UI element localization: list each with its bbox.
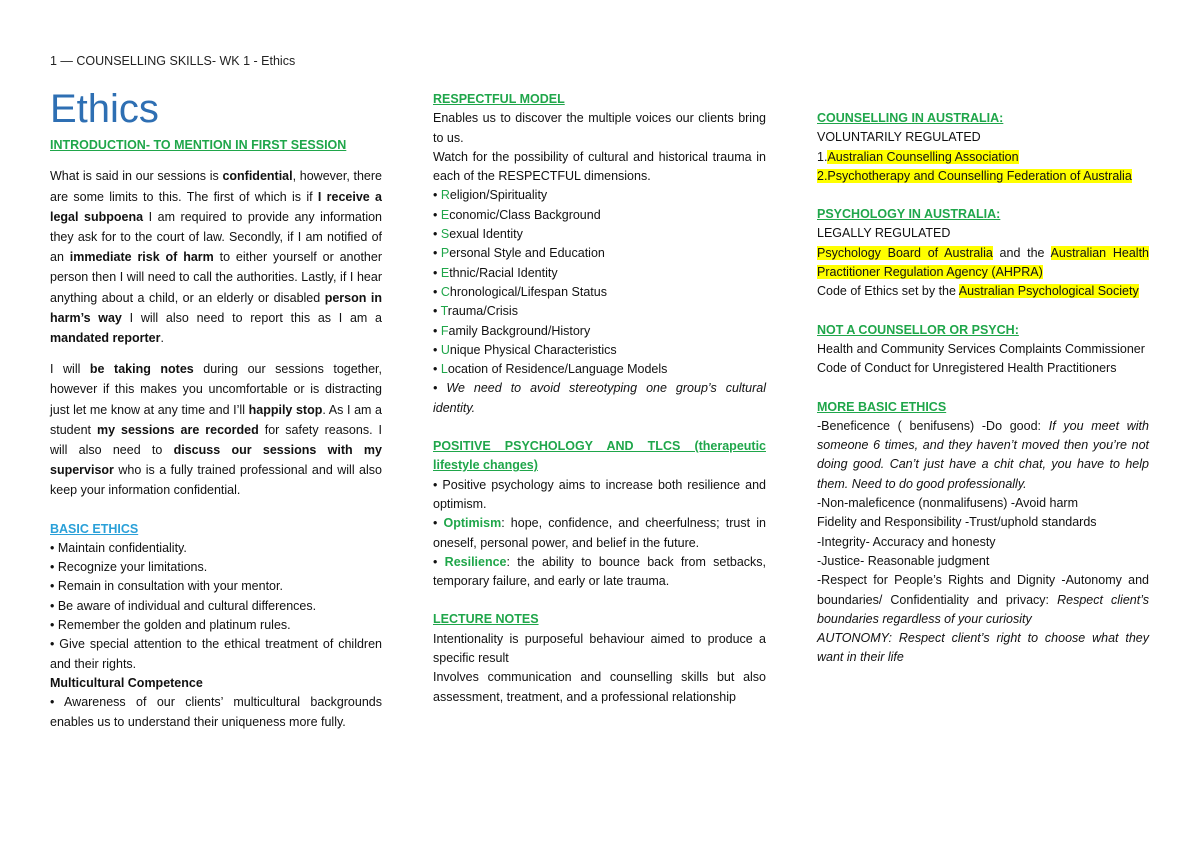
item-text: ersonal Style and Education: [449, 246, 605, 261]
list-item: [433, 341, 766, 360]
list-item: [433, 283, 766, 302]
highlighted-text: Psychology Board of Australia: [817, 245, 993, 260]
text-run: What is said in our sessions is: [50, 169, 223, 184]
text-run-bold: I receive a legal subpoena: [50, 189, 382, 224]
list-item: • Give special attention to the ethical treatment of children and their rights.: [50, 637, 382, 671]
list-item: [433, 302, 766, 321]
text-run-bold: happily stop: [248, 402, 323, 417]
positive-text: • Positive psychology aims to increase both resilience and optimism.: [433, 477, 766, 511]
list-item: [433, 186, 766, 205]
text-run: I am required to provide any information they ask for to the court of law. Secondly, if I am notified of an: [50, 209, 383, 265]
text-run: -Respect for People’s Rights and Dignity -Autonomy and boundaries/ Confidentiality and privacy:: [817, 573, 1149, 607]
list-item: • Remain in consultation with your mentor.: [50, 579, 283, 594]
basic-ethics-heading: BASIC ETHICS: [50, 521, 139, 536]
not-counsellor-text-2: Code of Conduct for Unregistered Health Practitioners: [817, 361, 1117, 376]
acronym-letter: U: [440, 342, 450, 357]
text-run-italic: If you meet with someone 6 times, and they haven’t moved then you’re not doing good. Can’t just have a chit chat, you have to help them. Need to do good professionally.: [817, 418, 1149, 491]
resilience-text: • Resilience: the ability to bounce back from setbacks, temporary failure, and early or late trauma.: [433, 554, 766, 589]
acronym-letter: R: [440, 188, 450, 203]
text-run-bold: person in harm’s way: [50, 290, 382, 325]
text-run: and the: [992, 245, 1051, 260]
item-number: 1.: [817, 149, 828, 164]
item-text: amily Background/History: [448, 323, 591, 338]
multicultural-heading: Multicultural Competence: [50, 675, 203, 690]
acronym-letter: F: [440, 323, 449, 338]
respectful-heading: RESPECTFUL MODEL: [433, 92, 565, 106]
list-item: [433, 264, 766, 283]
item-text: thnic/Racial Identity: [449, 265, 558, 280]
counselling-au-sub: VOLUNTARILY REGULATED: [817, 130, 981, 145]
respectful-watch: Watch for the possibility of cultural and historical trauma in each of the RESPECTFUL dimensions.: [433, 149, 766, 184]
list-item: [433, 206, 766, 225]
text-run: , however, there are some limits to this. The first of which is if: [50, 169, 382, 204]
item-text: nique Physical Characteristics: [449, 342, 617, 357]
text-run-bold: my sessions are recorded: [96, 422, 259, 437]
text-run: during our sessions together, however if this makes you uncomfortable or is distracting just let me know at any time and I’ll: [50, 362, 383, 417]
not-counsellor-text-1: Health and Community Services Complaints Commissioner: [817, 341, 1145, 356]
optimism-text: • Optimism: hope, confidence, and cheerfulness; trust in oneself, personal power, and belief in the future.: [433, 516, 766, 550]
text-run-italic: Respect client’s boundaries regardless of your curiosity: [817, 592, 1150, 626]
column-middle: [433, 90, 766, 707]
counselling-au-item-1: [817, 148, 1149, 167]
text-run-bold: mandated reporter: [50, 330, 161, 345]
optimism-desc: : hope, confidence, and cheerfulness; trust in oneself, personal power, and belief in the future.: [433, 516, 766, 550]
item-text: eligion/Spirituality: [449, 188, 548, 203]
acronym-letter: E: [440, 265, 450, 280]
item-text: rauma/Crisis: [447, 304, 518, 319]
respectful-list: [433, 186, 766, 379]
list-item: [433, 225, 766, 244]
list-item: • Maintain confidentiality.: [50, 540, 187, 555]
positive-heading: POSITIVE PSYCHOLOGY AND TLCS (therapeutic lifestyle changes): [433, 439, 766, 473]
bullet: •: [433, 246, 441, 261]
text-run: .: [160, 330, 164, 345]
counselling-au-item-2: [817, 167, 1149, 186]
bullet: •: [433, 323, 441, 338]
text-run: I will also need to report this as I am a: [121, 310, 382, 325]
resilience-desc: : the ability to bounce back from setbacks, temporary failure, and early or late trauma.: [433, 554, 766, 589]
justice-text: -Justice- Reasonable judgment: [817, 553, 990, 568]
intro-paragraph-1: [50, 166, 382, 348]
column-left: [50, 136, 382, 732]
item-text: conomic/Class Background: [449, 207, 601, 222]
column-right: [817, 109, 1149, 668]
basic-ethics-list: [50, 539, 382, 674]
lecture-text-1: Intentionality is purposeful behaviour aimed to produce a specific result: [433, 631, 766, 666]
beneficence-text: [817, 417, 1149, 494]
list-item: • Remember the golden and platinum rules.: [50, 618, 291, 633]
nonmaleficence-text: -Non-maleficence (nonmalifusens) -Avoid harm: [817, 496, 1078, 511]
bullet: •: [433, 207, 441, 222]
integrity-text: -Integrity- Accuracy and honesty: [817, 534, 996, 549]
fidelity-text: Fidelity and Responsibility -Trust/uphold standards: [817, 515, 1097, 530]
respect-text: [817, 571, 1149, 629]
autonomy-text: AUTONOMY: Respect client’s right to choose what they want in their life: [817, 631, 1149, 665]
highlighted-text: 2.Psychotherapy and Counselling Federation of Australia: [817, 168, 1132, 183]
text-run: for safety reasons. I will also need to: [50, 422, 383, 457]
stereotype-note: • We need to avoid stereotyping one group’s cultural identity.: [433, 381, 766, 415]
acronym-letter: T: [440, 304, 448, 319]
item-text: exual Identity: [449, 227, 523, 242]
list-item: [433, 244, 766, 263]
list-item: [433, 360, 766, 379]
text-run: who is a fully trained professional and will also keep your information confidential.: [50, 463, 382, 498]
bullet: •: [433, 342, 441, 357]
text-run: to either yourself or another person then I will need to call the authorities. Lastly, if I hear anything about a child, or an elderly or disabled: [50, 250, 382, 305]
bullet: •: [433, 188, 441, 203]
text-run: Code of Ethics set by the: [817, 284, 959, 299]
counselling-au-heading: COUNSELLING IN AUSTRALIA:: [817, 111, 1004, 125]
psychology-au-heading: PSYCHOLOGY IN AUSTRALIA:: [817, 207, 1001, 222]
intro-paragraph-2: [50, 359, 382, 500]
resilience-label: Resilience: [444, 554, 507, 569]
text-run-bold: confidential: [222, 169, 293, 184]
highlighted-text: Australian Psychological Society: [958, 284, 1139, 299]
text-run-bold: immediate risk of harm: [69, 250, 214, 265]
highlighted-text: Australian Health Practitioner Regulation Agency (AHPRA): [817, 245, 1149, 280]
text-run-bold: be taking notes: [89, 362, 194, 377]
acronym-letter: S: [440, 227, 450, 242]
bullet: •: [433, 284, 441, 299]
respectful-intro: Enables us to discover the multiple voices our clients bring to us.: [433, 111, 766, 145]
multicultural-text: • Awareness of our clients’ multicultural backgrounds enables us to understand their uniqueness more fully.: [50, 695, 382, 729]
more-ethics-heading: MORE BASIC ETHICS: [817, 399, 947, 414]
text-run-bold: discuss our sessions with my supervisor: [50, 442, 382, 478]
lecture-heading: LECTURE NOTES: [433, 612, 539, 627]
acronym-letter: E: [440, 207, 450, 222]
not-counsellor-heading: NOT A COUNSELLOR OR PSYCH:: [817, 322, 1019, 337]
bullet: •: [433, 362, 441, 377]
list-item: • Recognize your limitations.: [50, 560, 208, 575]
psychology-au-board: [817, 244, 1149, 283]
bullet: •: [433, 304, 441, 319]
text-run: I will: [50, 362, 90, 377]
highlighted-text: Australian Counselling Association: [827, 149, 1019, 164]
list-item: • Be aware of individual and cultural differences.: [50, 598, 317, 613]
acronym-letter: C: [440, 284, 450, 299]
lecture-text-2: Involves communication and counselling skills but also assessment, treatment, and a professional relationship: [433, 670, 766, 704]
optimism-label: Optimism: [443, 516, 502, 531]
text-run: -Beneficence ( benifusens) -Do good:: [817, 418, 1049, 433]
acronym-letter: L: [440, 362, 448, 377]
psychology-au-sub: LEGALLY REGULATED: [817, 226, 951, 241]
page-title: Ethics: [50, 87, 159, 131]
text-run: . As I am a student: [50, 402, 382, 437]
item-text: ocation of Residence/Language Models: [447, 362, 668, 377]
intro-heading: INTRODUCTION- TO MENTION IN FIRST SESSION: [50, 138, 347, 152]
list-item: [433, 322, 766, 341]
page-header: 1 — COUNSELLING SKILLS- WK 1 - Ethics: [50, 54, 296, 68]
bullet: •: [433, 227, 441, 242]
item-text: hronological/Lifespan Status: [449, 284, 607, 299]
acronym-letter: P: [440, 246, 450, 261]
bullet: •: [433, 265, 441, 280]
psychology-au-code: [817, 282, 1149, 301]
